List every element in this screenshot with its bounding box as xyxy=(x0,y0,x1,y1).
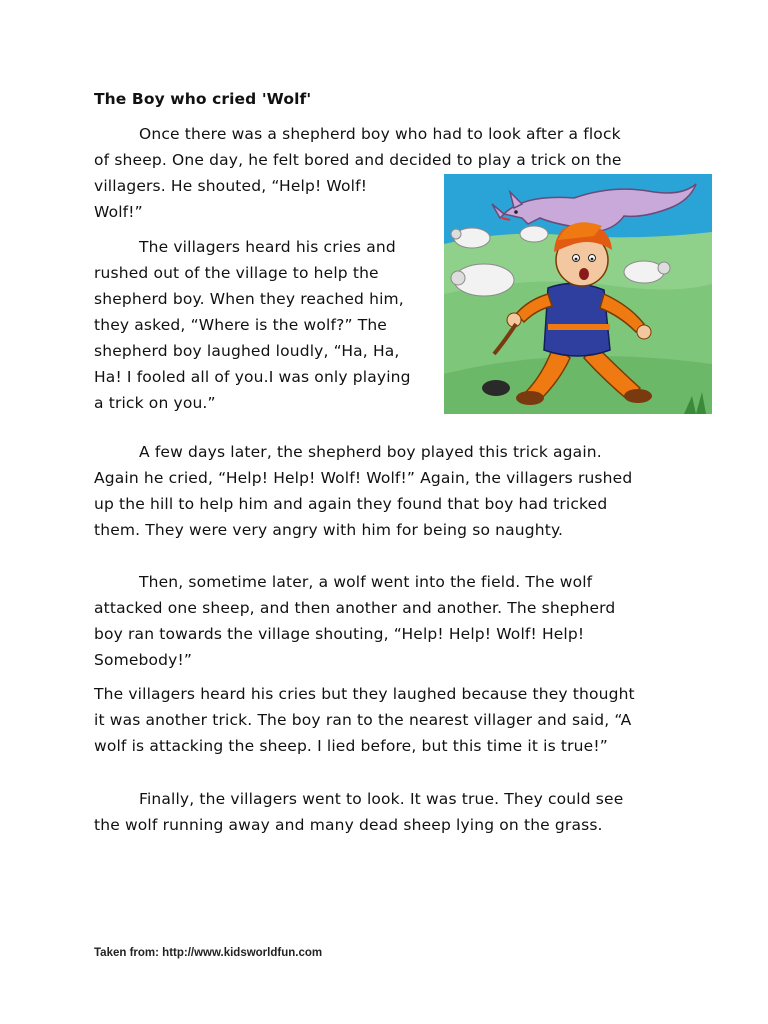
text-line: Once there was a shepherd boy who had to look after a flock xyxy=(139,125,621,143)
text-line: Finally, the villagers went to look. It was true. They could see xyxy=(139,790,624,808)
source-link[interactable]: http://www.kidsworldfun.com xyxy=(162,947,323,959)
text-line: Wolf!” xyxy=(94,203,143,221)
text-line: The villagers heard his cries and xyxy=(139,238,396,256)
text-line: shepherd boy laughed loudly, “Ha, Ha, xyxy=(94,342,400,360)
text-line: them. They were very angry with him for being so naughty. xyxy=(94,521,564,539)
source-credit xyxy=(94,947,322,959)
boy-running-from-wolf-illustration xyxy=(444,174,712,414)
text-line: shepherd boy. When they reached him, xyxy=(94,290,404,308)
text-line: a trick on you.” xyxy=(94,394,216,412)
story-title: The Boy who cried 'Wolf' xyxy=(94,90,312,108)
text-line: the wolf running away and many dead sheep lying on the grass. xyxy=(94,816,603,834)
text-line: up the hill to help him and again they found that boy had tricked xyxy=(94,495,608,513)
source-label: Taken from: xyxy=(94,947,159,959)
text-line: The villagers heard his cries but they laughed because they thought xyxy=(94,685,635,703)
text-line: attacked one sheep, and then another and another. The shepherd xyxy=(94,599,616,617)
text-line: A few days later, the shepherd boy played this trick again. xyxy=(139,443,602,461)
text-line: villagers. He shouted, “Help! Wolf! xyxy=(94,177,368,195)
text-line: Ha! I fooled all of you.I was only playing xyxy=(94,368,411,386)
text-line: they asked, “Where is the wolf?” The xyxy=(94,316,387,334)
text-line: Again he cried, “Help! Help! Wolf! Wolf!” Again, the villagers rushed xyxy=(94,469,633,487)
text-line: Somebody!” xyxy=(94,651,193,669)
text-line: it was another trick. The boy ran to the nearest villager and said, “A xyxy=(94,711,632,729)
text-line: rushed out of the village to help the xyxy=(94,264,379,282)
text-line: Then, sometime later, a wolf went into the field. The wolf xyxy=(139,573,593,591)
text-line: of sheep. One day, he felt bored and decided to play a trick on the xyxy=(94,151,622,169)
text-line: wolf is attacking the sheep. I lied before, but this time it is true!” xyxy=(94,737,608,755)
text-line: boy ran towards the village shouting, “Help! Help! Wolf! Help! xyxy=(94,625,585,643)
